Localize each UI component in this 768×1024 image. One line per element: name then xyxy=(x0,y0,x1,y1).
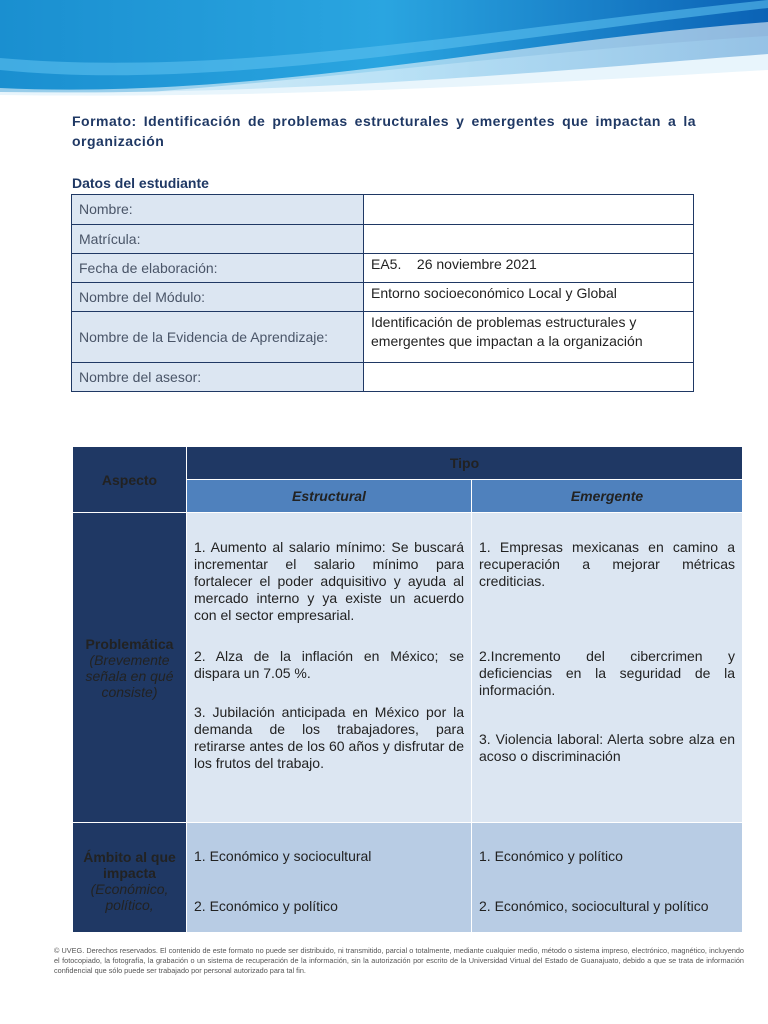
copyright-footer: © UVEG. Derechos reservados. El contenido de este formato no puede ser distribuido, ni transmitido, parcial o totalmente, mediante cualquier medio, método o sistema impreso, electrónico, magnético, incluyendo el fotocopiado, la fotografía, la grabación o un sistema de recuperación de la información, sin la autorización por escrito de la Universidad Virtual del Estado de Guanajuato, debido a que se trata de información confidencial que sólo puede ser trabajado por personal autorizado para tal fin. xyxy=(54,946,744,975)
cell-ambito-estructural xyxy=(187,823,472,933)
cell-problematica-estructural xyxy=(187,513,472,823)
table-row xyxy=(72,254,694,283)
list-item: 1. Empresas mexicanas en camino a recuperación a mejorar métricas crediticias. xyxy=(479,539,736,589)
value-asesor xyxy=(364,363,694,392)
header-estructural: Estructural xyxy=(187,480,472,513)
row-label-problematica-sub: (Brevemente señala en qué consiste) xyxy=(85,651,174,700)
row-label-problematica-title: Problemática xyxy=(85,635,174,652)
row-label-ambito-title: Ámbito al que impacta xyxy=(83,849,176,881)
table-row-ambito xyxy=(73,823,743,933)
list-item: 3. Violencia laboral: Alerta sobre alza en acoso o discriminación xyxy=(479,731,736,764)
list-item: 1. Económico y sociocultural xyxy=(194,848,372,864)
value-modulo: Entorno socioeconómico Local y Global xyxy=(364,283,694,312)
label-asesor: Nombre del asesor: xyxy=(72,363,364,392)
table-row-problematica xyxy=(73,513,743,823)
header-aspecto: Aspecto xyxy=(73,447,187,513)
label-evidencia: Nombre de la Evidencia de Aprendizaje: xyxy=(72,312,364,363)
student-data-table xyxy=(71,194,694,392)
table-row xyxy=(72,225,694,254)
list-item: 1. Económico y político xyxy=(479,848,623,864)
banner-swoosh-graphic xyxy=(0,0,768,98)
value-evidencia-line-2: emergentes que impactan a la organización xyxy=(371,333,643,349)
label-nombre: Nombre: xyxy=(72,195,364,225)
row-label-ambito-sub: (Económico, político, xyxy=(90,881,169,913)
row-label-ambito xyxy=(73,823,187,933)
list-item: 2. Alza de la inflación en México; se dispara un 7.05 %. xyxy=(194,648,464,681)
header-banner xyxy=(0,0,768,98)
list-item: 2. Económico y político xyxy=(194,898,338,914)
table-row xyxy=(72,283,694,312)
value-fecha: EA5. 26 noviembre 2021 xyxy=(364,254,694,283)
cell-problematica-emergente xyxy=(472,513,743,823)
header-tipo: Tipo xyxy=(187,447,743,480)
table-row xyxy=(72,363,694,392)
value-matricula xyxy=(364,225,694,254)
value-evidencia-line-1: Identificación de problemas estructurales y xyxy=(371,314,637,330)
value-nombre xyxy=(364,195,694,225)
label-fecha: Fecha de elaboración: xyxy=(72,254,364,283)
cell-ambito-emergente xyxy=(472,823,743,933)
label-modulo: Nombre del Módulo: xyxy=(72,283,364,312)
row-label-problematica xyxy=(73,513,187,823)
list-item: 2.Incremento del cibercrimen y deficiencias en la seguridad de la información. xyxy=(479,648,736,698)
document-title: Formato: Identificación de problemas estructurales y emergentes que impactan a la organización xyxy=(72,113,696,149)
analysis-table xyxy=(72,446,743,933)
label-matricula: Matrícula: xyxy=(72,225,364,254)
table-row xyxy=(72,312,694,363)
list-item: 3. Jubilación anticipada en México por la demanda de los trabajadores, para retirarse antes de los 60 años y disfrutar de los frutos del trabajo. xyxy=(194,704,464,771)
value-evidencia xyxy=(364,312,694,363)
table-header-row xyxy=(73,447,743,480)
section-title-student-data: Datos del estudiante xyxy=(72,175,209,191)
list-item: 2. Económico, sociocultural y político xyxy=(479,898,709,914)
list-item: 1. Aumento al salario mínimo: Se buscará incrementar el salario mínimo para fortalecer el poder adquisitivo y ayuda al mercado interno y ya existe un acuerdo con el sector empresarial. xyxy=(194,539,464,623)
header-emergente: Emergente xyxy=(472,480,743,513)
table-row xyxy=(72,195,694,225)
